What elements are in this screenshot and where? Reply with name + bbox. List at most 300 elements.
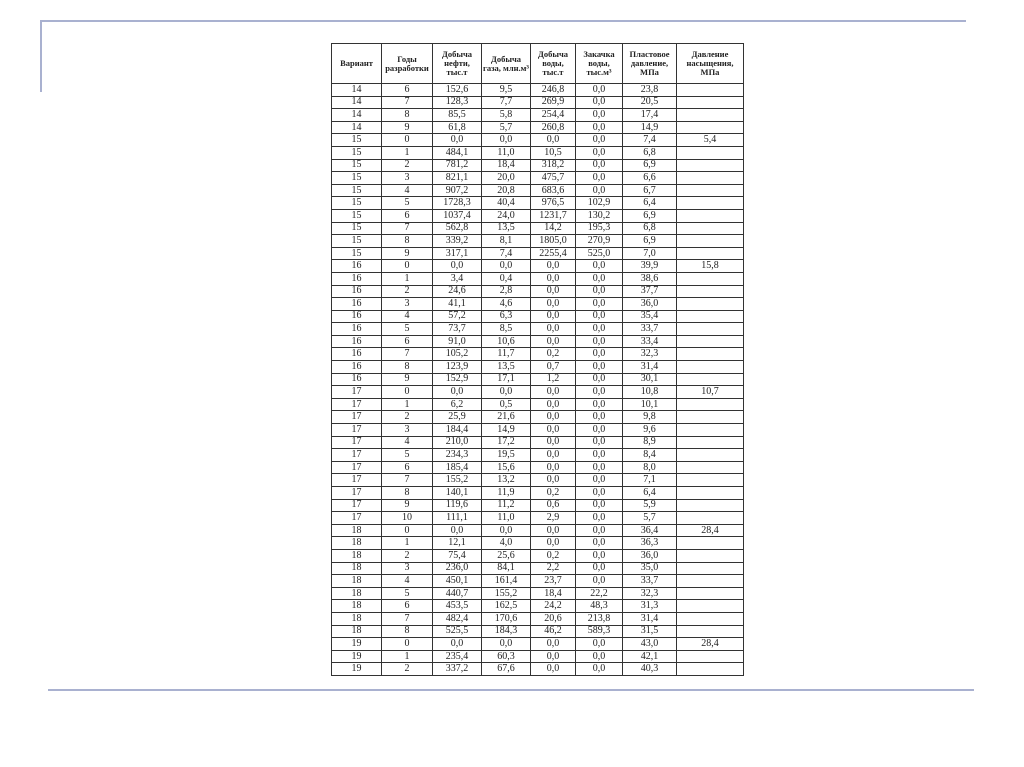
cell-gas: 14,9: [482, 424, 531, 437]
cell-year: 0: [382, 134, 433, 147]
cell-oil: 317,1: [433, 247, 482, 260]
cell-year: 9: [382, 121, 433, 134]
cell-injection: 195,3: [576, 222, 623, 235]
table-row: [332, 650, 744, 663]
cell-saturation-pressure: [677, 625, 744, 638]
cell-saturation-pressure: [677, 436, 744, 449]
cell-reservoir-pressure: 6,6: [623, 172, 677, 185]
header-years: Годы разработки: [382, 44, 433, 84]
cell-year: 8: [382, 109, 433, 122]
cell-saturation-pressure: 10,7: [677, 386, 744, 399]
cell-variant: 18: [332, 612, 382, 625]
cell-injection: 0,0: [576, 146, 623, 159]
cell-gas: 24,0: [482, 209, 531, 222]
cell-gas: 60,3: [482, 650, 531, 663]
cell-oil: 105,2: [433, 348, 482, 361]
table-row: [332, 159, 744, 172]
cell-saturation-pressure: [677, 600, 744, 613]
cell-water: 976,5: [531, 197, 576, 210]
table-body: [332, 84, 744, 676]
table-row: [332, 612, 744, 625]
cell-year: 4: [382, 575, 433, 588]
cell-reservoir-pressure: 23,8: [623, 84, 677, 97]
cell-oil: 119,6: [433, 499, 482, 512]
table-row: [332, 600, 744, 613]
cell-water: 0,2: [531, 348, 576, 361]
cell-variant: 14: [332, 109, 382, 122]
cell-reservoir-pressure: 6,9: [623, 235, 677, 248]
cell-variant: 18: [332, 524, 382, 537]
header-variant: Вариант: [332, 44, 382, 84]
cell-saturation-pressure: [677, 461, 744, 474]
cell-oil: 482,4: [433, 612, 482, 625]
cell-oil: 185,4: [433, 461, 482, 474]
cell-saturation-pressure: [677, 361, 744, 374]
cell-oil: 12,1: [433, 537, 482, 550]
cell-reservoir-pressure: 33,7: [623, 575, 677, 588]
cell-oil: 91,0: [433, 335, 482, 348]
table-row: [332, 524, 744, 537]
cell-gas: 0,0: [482, 260, 531, 273]
cell-water: 0,0: [531, 650, 576, 663]
cell-variant: 17: [332, 398, 382, 411]
cell-injection: 0,0: [576, 298, 623, 311]
cell-saturation-pressure: [677, 247, 744, 260]
cell-gas: 20,8: [482, 184, 531, 197]
cell-saturation-pressure: [677, 474, 744, 487]
cell-reservoir-pressure: 9,8: [623, 411, 677, 424]
cell-variant: 14: [332, 84, 382, 97]
cell-gas: 0,0: [482, 134, 531, 147]
cell-injection: 22,2: [576, 587, 623, 600]
cell-water: 0,0: [531, 449, 576, 462]
cell-saturation-pressure: 28,4: [677, 524, 744, 537]
cell-year: 2: [382, 663, 433, 676]
cell-water: 0,0: [531, 285, 576, 298]
table-row: [332, 348, 744, 361]
cell-variant: 16: [332, 285, 382, 298]
cell-injection: 0,0: [576, 487, 623, 500]
cell-gas: 20,0: [482, 172, 531, 185]
cell-reservoir-pressure: 35,0: [623, 562, 677, 575]
cell-year: 1: [382, 272, 433, 285]
cell-water: 1805,0: [531, 235, 576, 248]
cell-injection: 0,0: [576, 411, 623, 424]
cell-gas: 13,5: [482, 361, 531, 374]
cell-injection: 0,0: [576, 172, 623, 185]
cell-injection: 0,0: [576, 184, 623, 197]
cell-gas: 17,1: [482, 373, 531, 386]
cell-reservoir-pressure: 38,6: [623, 272, 677, 285]
cell-water: 46,2: [531, 625, 576, 638]
cell-injection: 0,0: [576, 398, 623, 411]
cell-saturation-pressure: [677, 323, 744, 336]
cell-water: 24,2: [531, 600, 576, 613]
cell-gas: 13,2: [482, 474, 531, 487]
cell-saturation-pressure: [677, 159, 744, 172]
cell-gas: 4,0: [482, 537, 531, 550]
cell-reservoir-pressure: 6,4: [623, 197, 677, 210]
cell-year: 1: [382, 146, 433, 159]
cell-variant: 15: [332, 247, 382, 260]
cell-year: 0: [382, 386, 433, 399]
cell-gas: 67,6: [482, 663, 531, 676]
table-row: [332, 134, 744, 147]
cell-injection: 0,0: [576, 121, 623, 134]
cell-gas: 0,0: [482, 638, 531, 651]
cell-gas: 5,7: [482, 121, 531, 134]
cell-year: 10: [382, 512, 433, 525]
cell-gas: 11,0: [482, 146, 531, 159]
cell-water: 246,8: [531, 84, 576, 97]
cell-variant: 17: [332, 424, 382, 437]
cell-year: 9: [382, 499, 433, 512]
cell-injection: 270,9: [576, 235, 623, 248]
cell-oil: 0,0: [433, 524, 482, 537]
cell-reservoir-pressure: 39,9: [623, 260, 677, 273]
cell-water: 0,0: [531, 638, 576, 651]
cell-saturation-pressure: [677, 549, 744, 562]
cell-saturation-pressure: [677, 537, 744, 550]
cell-year: 8: [382, 625, 433, 638]
cell-injection: 0,0: [576, 134, 623, 147]
cell-reservoir-pressure: 6,8: [623, 222, 677, 235]
cell-water: 0,0: [531, 537, 576, 550]
cell-year: 9: [382, 373, 433, 386]
cell-variant: 16: [332, 335, 382, 348]
table-row: [332, 84, 744, 97]
cell-water: 0,0: [531, 398, 576, 411]
cell-water: 0,0: [531, 424, 576, 437]
cell-reservoir-pressure: 30,1: [623, 373, 677, 386]
cell-injection: 0,0: [576, 96, 623, 109]
table-row: [332, 335, 744, 348]
slide-frame-bottom-line: [48, 689, 974, 691]
cell-year: 7: [382, 96, 433, 109]
cell-saturation-pressure: 5,4: [677, 134, 744, 147]
cell-oil: 123,9: [433, 361, 482, 374]
cell-injection: 589,3: [576, 625, 623, 638]
cell-reservoir-pressure: 8,4: [623, 449, 677, 462]
production-data-table: [331, 43, 744, 676]
cell-year: 3: [382, 562, 433, 575]
cell-oil: 1728,3: [433, 197, 482, 210]
table-row: [332, 222, 744, 235]
cell-variant: 14: [332, 121, 382, 134]
cell-injection: 0,0: [576, 285, 623, 298]
cell-saturation-pressure: [677, 512, 744, 525]
cell-oil: 111,1: [433, 512, 482, 525]
cell-oil: 440,7: [433, 587, 482, 600]
cell-year: 6: [382, 600, 433, 613]
cell-variant: 18: [332, 625, 382, 638]
cell-year: 7: [382, 474, 433, 487]
cell-year: 3: [382, 298, 433, 311]
cell-year: 0: [382, 524, 433, 537]
cell-oil: 235,4: [433, 650, 482, 663]
cell-injection: 0,0: [576, 361, 623, 374]
cell-gas: 6,3: [482, 310, 531, 323]
cell-oil: 3,4: [433, 272, 482, 285]
cell-reservoir-pressure: 6,8: [623, 146, 677, 159]
cell-year: 8: [382, 361, 433, 374]
slide-frame-left-line: [40, 20, 42, 92]
cell-injection: 0,0: [576, 310, 623, 323]
cell-variant: 18: [332, 575, 382, 588]
cell-reservoir-pressure: 36,0: [623, 549, 677, 562]
cell-oil: 236,0: [433, 562, 482, 575]
cell-water: 0,0: [531, 134, 576, 147]
table-row: [332, 549, 744, 562]
cell-saturation-pressure: [677, 197, 744, 210]
cell-injection: 0,0: [576, 549, 623, 562]
cell-oil: 0,0: [433, 386, 482, 399]
cell-water: 0,0: [531, 310, 576, 323]
cell-reservoir-pressure: 5,9: [623, 499, 677, 512]
cell-gas: 13,5: [482, 222, 531, 235]
cell-reservoir-pressure: 40,3: [623, 663, 677, 676]
cell-variant: 16: [332, 348, 382, 361]
cell-saturation-pressure: [677, 184, 744, 197]
cell-injection: 0,0: [576, 260, 623, 273]
cell-saturation-pressure: [677, 449, 744, 462]
cell-oil: 128,3: [433, 96, 482, 109]
table-row: [332, 663, 744, 676]
cell-variant: 15: [332, 146, 382, 159]
cell-reservoir-pressure: 14,9: [623, 121, 677, 134]
cell-saturation-pressure: [677, 172, 744, 185]
cell-oil: 453,5: [433, 600, 482, 613]
cell-saturation-pressure: [677, 587, 744, 600]
cell-injection: 0,0: [576, 524, 623, 537]
cell-oil: 450,1: [433, 575, 482, 588]
cell-injection: 0,0: [576, 650, 623, 663]
cell-gas: 11,9: [482, 487, 531, 500]
cell-reservoir-pressure: 33,4: [623, 335, 677, 348]
cell-year: 2: [382, 159, 433, 172]
cell-gas: 21,6: [482, 411, 531, 424]
cell-gas: 40,4: [482, 197, 531, 210]
cell-injection: 0,0: [576, 424, 623, 437]
cell-variant: 18: [332, 600, 382, 613]
cell-saturation-pressure: [677, 562, 744, 575]
table-row: [332, 310, 744, 323]
cell-gas: 9,5: [482, 84, 531, 97]
cell-oil: 0,0: [433, 260, 482, 273]
cell-variant: 17: [332, 474, 382, 487]
cell-variant: 16: [332, 310, 382, 323]
cell-saturation-pressure: [677, 487, 744, 500]
cell-year: 5: [382, 323, 433, 336]
cell-injection: 0,0: [576, 436, 623, 449]
cell-oil: 85,5: [433, 109, 482, 122]
cell-oil: 337,2: [433, 663, 482, 676]
cell-reservoir-pressure: 31,5: [623, 625, 677, 638]
cell-injection: 0,0: [576, 663, 623, 676]
table-row: [332, 121, 744, 134]
cell-variant: 18: [332, 549, 382, 562]
cell-gas: 10,6: [482, 335, 531, 348]
cell-year: 8: [382, 487, 433, 500]
table-row: [332, 487, 744, 500]
cell-gas: 170,6: [482, 612, 531, 625]
cell-water: 0,0: [531, 436, 576, 449]
cell-injection: 0,0: [576, 575, 623, 588]
cell-oil: 152,9: [433, 373, 482, 386]
cell-year: 8: [382, 235, 433, 248]
cell-oil: 210,0: [433, 436, 482, 449]
table-row: [332, 184, 744, 197]
cell-injection: 48,3: [576, 600, 623, 613]
cell-year: 7: [382, 348, 433, 361]
cell-water: 0,0: [531, 524, 576, 537]
cell-injection: 0,0: [576, 638, 623, 651]
cell-saturation-pressure: [677, 411, 744, 424]
cell-oil: 41,1: [433, 298, 482, 311]
cell-injection: 525,0: [576, 247, 623, 260]
cell-water: 1231,7: [531, 209, 576, 222]
cell-year: 2: [382, 411, 433, 424]
cell-year: 6: [382, 209, 433, 222]
cell-water: 2255,4: [531, 247, 576, 260]
table-row: [332, 587, 744, 600]
cell-variant: 16: [332, 260, 382, 273]
cell-reservoir-pressure: 9,6: [623, 424, 677, 437]
table-row: [332, 209, 744, 222]
table-row: [332, 247, 744, 260]
cell-gas: 7,7: [482, 96, 531, 109]
cell-reservoir-pressure: 10,8: [623, 386, 677, 399]
slide-frame-top-line: [40, 20, 966, 22]
cell-oil: 781,2: [433, 159, 482, 172]
cell-saturation-pressure: [677, 575, 744, 588]
cell-gas: 11,2: [482, 499, 531, 512]
cell-oil: 821,1: [433, 172, 482, 185]
cell-variant: 19: [332, 650, 382, 663]
cell-oil: 75,4: [433, 549, 482, 562]
cell-water: 0,0: [531, 386, 576, 399]
table-row: [332, 411, 744, 424]
cell-reservoir-pressure: 6,4: [623, 487, 677, 500]
cell-variant: 15: [332, 197, 382, 210]
cell-saturation-pressure: [677, 499, 744, 512]
cell-year: 5: [382, 449, 433, 462]
cell-injection: 0,0: [576, 373, 623, 386]
cell-oil: 25,9: [433, 411, 482, 424]
cell-variant: 17: [332, 386, 382, 399]
cell-injection: 0,0: [576, 499, 623, 512]
cell-variant: 18: [332, 562, 382, 575]
cell-water: 10,5: [531, 146, 576, 159]
cell-saturation-pressure: [677, 398, 744, 411]
cell-gas: 11,0: [482, 512, 531, 525]
cell-injection: 0,0: [576, 348, 623, 361]
cell-reservoir-pressure: 6,9: [623, 209, 677, 222]
cell-gas: 15,6: [482, 461, 531, 474]
cell-water: 269,9: [531, 96, 576, 109]
cell-reservoir-pressure: 8,9: [623, 436, 677, 449]
cell-injection: 0,0: [576, 335, 623, 348]
cell-saturation-pressure: [677, 424, 744, 437]
cell-saturation-pressure: [677, 121, 744, 134]
cell-variant: 19: [332, 663, 382, 676]
cell-saturation-pressure: 28,4: [677, 638, 744, 651]
cell-gas: 5,8: [482, 109, 531, 122]
cell-variant: 16: [332, 272, 382, 285]
cell-saturation-pressure: [677, 348, 744, 361]
table-row: [332, 436, 744, 449]
cell-injection: 0,0: [576, 84, 623, 97]
cell-reservoir-pressure: 33,7: [623, 323, 677, 336]
cell-water: 0,0: [531, 323, 576, 336]
cell-reservoir-pressure: 7,0: [623, 247, 677, 260]
cell-year: 1: [382, 398, 433, 411]
cell-reservoir-pressure: 37,7: [623, 285, 677, 298]
cell-water: 0,0: [531, 663, 576, 676]
cell-year: 6: [382, 461, 433, 474]
cell-saturation-pressure: [677, 146, 744, 159]
header-saturation-pressure: Давление насыщения, МПа: [677, 44, 744, 84]
header-reservoir-pressure: Пластовое давление, МПа: [623, 44, 677, 84]
cell-injection: 213,8: [576, 612, 623, 625]
cell-year: 4: [382, 310, 433, 323]
cell-oil: 234,3: [433, 449, 482, 462]
cell-injection: 0,0: [576, 159, 623, 172]
table-row: [332, 235, 744, 248]
table-row: [332, 562, 744, 575]
cell-water: 2,9: [531, 512, 576, 525]
table-row: [332, 373, 744, 386]
cell-year: 0: [382, 260, 433, 273]
header-water-production: Добыча воды, тыс.т: [531, 44, 576, 84]
cell-saturation-pressure: [677, 298, 744, 311]
cell-oil: 152,6: [433, 84, 482, 97]
cell-variant: 17: [332, 461, 382, 474]
cell-water: 23,7: [531, 575, 576, 588]
table-row: [332, 512, 744, 525]
cell-oil: 1037,4: [433, 209, 482, 222]
table-row: [332, 96, 744, 109]
table-row: [332, 172, 744, 185]
cell-injection: 0,0: [576, 512, 623, 525]
cell-injection: 0,0: [576, 109, 623, 122]
cell-water: 0,0: [531, 335, 576, 348]
cell-reservoir-pressure: 36,4: [623, 524, 677, 537]
table-row: [332, 298, 744, 311]
cell-year: 0: [382, 638, 433, 651]
cell-gas: 11,7: [482, 348, 531, 361]
cell-variant: 17: [332, 449, 382, 462]
cell-injection: 0,0: [576, 272, 623, 285]
cell-reservoir-pressure: 42,1: [623, 650, 677, 663]
table-row: [332, 398, 744, 411]
cell-injection: 0,0: [576, 461, 623, 474]
cell-year: 4: [382, 436, 433, 449]
cell-variant: 14: [332, 96, 382, 109]
table-row: [332, 625, 744, 638]
cell-reservoir-pressure: 7,4: [623, 134, 677, 147]
cell-saturation-pressure: [677, 96, 744, 109]
cell-year: 7: [382, 222, 433, 235]
cell-variant: 17: [332, 499, 382, 512]
header-water-injection: Закачка воды, тыс.м³: [576, 44, 623, 84]
cell-reservoir-pressure: 31,4: [623, 361, 677, 374]
cell-saturation-pressure: [677, 310, 744, 323]
cell-gas: 7,4: [482, 247, 531, 260]
cell-oil: 61,8: [433, 121, 482, 134]
table-row: [332, 474, 744, 487]
cell-saturation-pressure: [677, 222, 744, 235]
